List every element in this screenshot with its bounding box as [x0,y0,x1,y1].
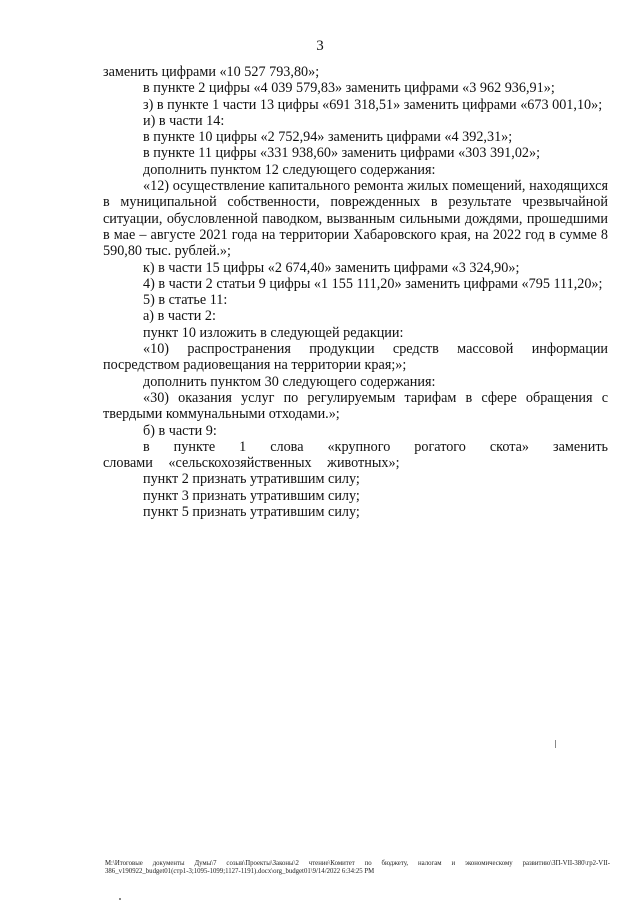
text-line: пункт 3 признать утратившим силу; [143,487,360,504]
text-line: пункт 2 признать утратившим силу; [143,471,360,488]
quoted-paragraph: «10) распространения продукции средств массовой информации посредством радиовещания на территории края;»; [103,341,608,374]
text-line: в пункте 11 цифры «331 938,60» заменить цифрами «303 391,02»; [143,145,541,162]
text-paragraph: в пункте 1 слова «крупного рогатого скота» заменить словами «сельскохозяйственных животных»; [103,438,608,472]
text-line: пункт 5 признать утратившим силу; [143,504,360,521]
text-line: заменить цифрами «10 527 793,80»; [103,64,320,80]
text-line: 5) в статье 11: [143,292,228,309]
text-line: в пункте 10 цифры «2 752,94» заменить цифрами «4 392,31»; [143,129,513,146]
text-line: пункт 10 изложить в следующей редакции: [143,324,404,341]
scan-mark [555,740,556,748]
text-line: з) в пункте 1 части 13 цифры «691 318,51» заменить цифрами «673 001,10»; [143,96,603,113]
text-line: к) в части 15 цифры «2 674,40» заменить цифрами «3 324,90»; [143,259,520,276]
text-line: б) в части 9: [143,422,217,439]
text-line: дополнить пунктом 30 следующего содержания: [143,373,436,390]
document-body [103,64,608,520]
text-line: а) в части 2: [143,308,216,325]
text-line: и) в части 14: [143,112,225,129]
page-number: 3 [316,38,324,54]
file-path-footer: M:\Итоговые документы Думы\7 созыв\Проекты\Законы\2 чтение\Комитет по бюджету, налогам и экономическому развитию\ЗП-VII-380\гр2-VII-386_v190922_budget01(стр1-3;1095-1099;1127-1191).docx\org_budget01\9/14/2022 6:34:25 PM [105,860,610,876]
quoted-paragraph: «30) оказания услуг по регулируемым тарифам в сфере обращения с твердыми коммунальными отходами.»; [103,389,608,423]
text-line: 4) в части 2 статьи 9 цифры «1 155 111,20» заменить цифрами «795 111,20»; [143,275,603,292]
scan-mark [119,898,121,900]
quoted-paragraph: «12) осуществление капитального ремонта жилых помещений, находящихся в муниципальной собственности, поврежденных в результате чрезвычайной ситуации, обусловленной паводком, вызванным сильными дождями, прошедшими в мае – августе 2021 года на территории Хабаровского края, на 2022 год в сумме 8 590,80 тыс. рублей.»; [103,178,608,260]
text-line: в пункте 2 цифры «4 039 579,83» заменить цифрами «3 962 936,91»; [143,80,555,97]
text-line: дополнить пунктом 12 следующего содержания: [143,161,436,178]
